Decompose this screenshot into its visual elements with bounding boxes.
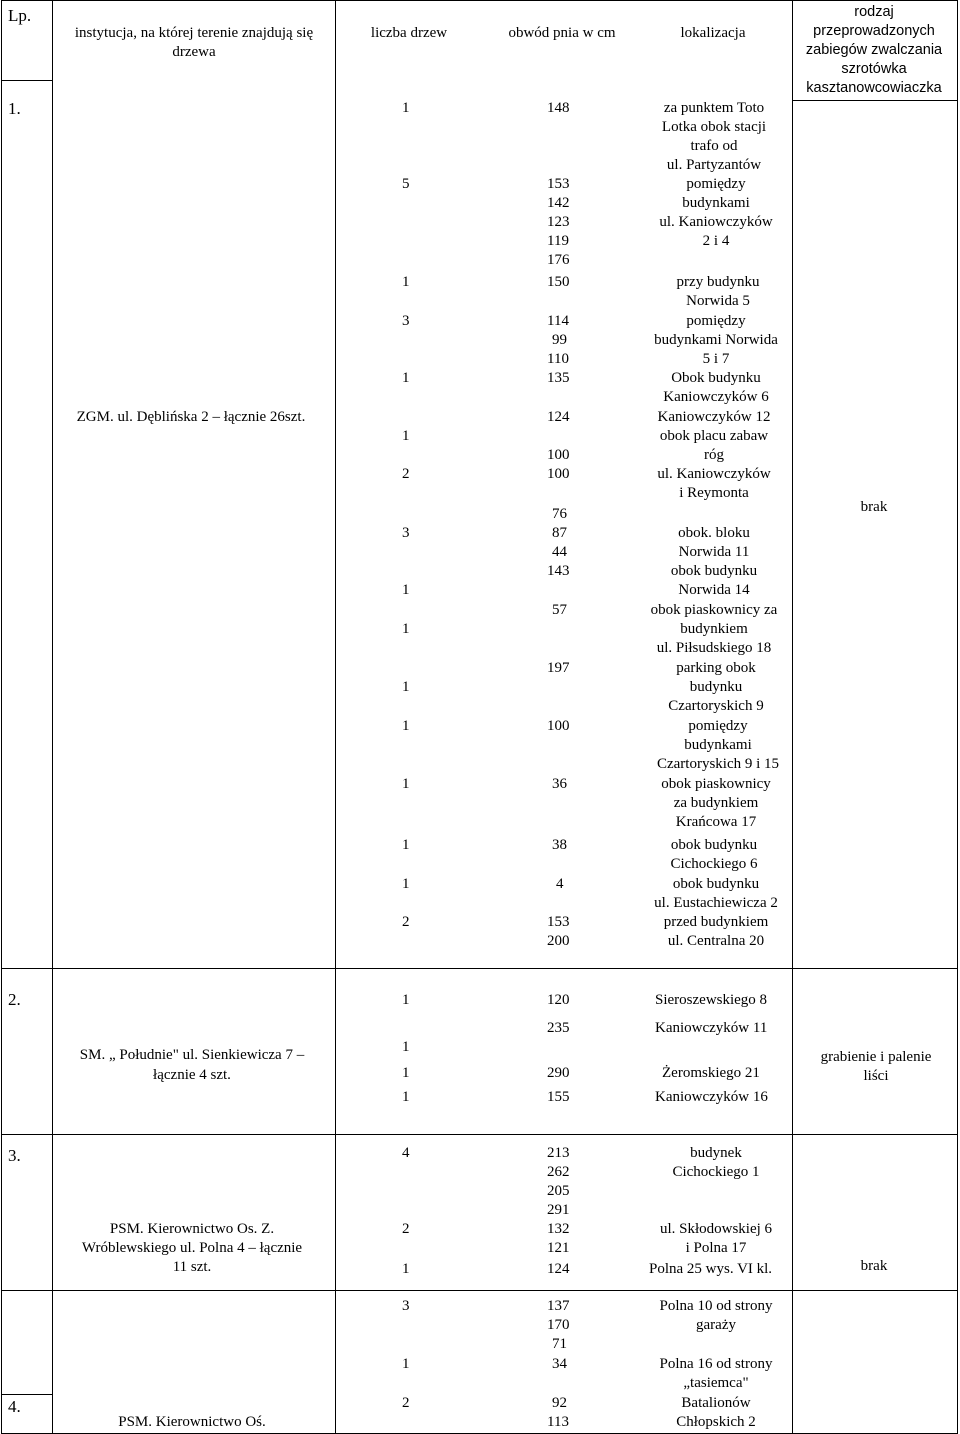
row-girth: 197	[547, 660, 570, 676]
col-divider-lp	[52, 0, 53, 1434]
row-location: przy budynku	[676, 274, 760, 290]
row-girth: 120	[547, 992, 570, 1008]
col-divider-location	[792, 0, 793, 1434]
row-location: obok piaskownicy	[661, 776, 771, 792]
row-girth: 36	[552, 776, 567, 792]
row-location: budynek	[690, 1145, 742, 1161]
row-location: Czartoryskich 9	[668, 698, 764, 714]
section-institution: ZGM. ul. Dęblińska 2 – łącznie 26szt.	[76, 409, 306, 425]
section-treatment: brak	[860, 1258, 888, 1274]
row-location: Krańcowa 17	[675, 814, 757, 830]
row-location: ul. Skłodowskiej 6	[659, 1221, 773, 1237]
row-count: 1	[402, 718, 410, 734]
row-girth: 124	[547, 409, 570, 425]
row-girth: 213	[547, 1145, 570, 1161]
row-count: 1	[402, 837, 410, 853]
header-treatment-line-4: szrotówka	[841, 61, 907, 77]
row-girth: 100	[547, 466, 570, 482]
header-bottom-lp	[1, 80, 53, 81]
row-location: Batalionów	[681, 1395, 751, 1411]
row-girth: 205	[547, 1183, 570, 1199]
row-count: 1	[402, 100, 410, 116]
row-count: 1	[402, 1356, 410, 1372]
row-count: 1	[402, 582, 410, 598]
header-treatment-line-5: kasztanowcowiaczka	[806, 80, 942, 96]
row-count: 1	[402, 1039, 410, 1055]
section-institution: Wróblewskiego ul. Polna 4 – łącznie	[81, 1240, 303, 1256]
section-institution: PSM. Kierownictwo Os. Z.	[109, 1221, 275, 1237]
section-lp: 4.	[8, 1397, 21, 1416]
row-girth: 87	[552, 525, 567, 541]
row-girth: 76	[552, 506, 567, 522]
row-location: obok budynku	[670, 563, 758, 579]
row-girth: 262	[547, 1164, 570, 1180]
row-girth: 235	[547, 1020, 570, 1036]
row-location: budynkiem	[680, 621, 748, 637]
row-location: Chłopskich 2	[676, 1414, 756, 1430]
section-lp: 3.	[8, 1146, 21, 1165]
row-location: budynkami	[684, 737, 752, 753]
header-girth: obwód pnia w cm	[508, 25, 616, 41]
row-girth: 143	[547, 563, 570, 579]
row-location: obok budynku	[670, 837, 758, 853]
row-count: 4	[402, 1145, 410, 1161]
row-count: 1	[402, 1065, 410, 1081]
row-count: 1	[402, 370, 410, 386]
header-bottom-treatment	[792, 100, 958, 101]
row-location: pomiędzy	[686, 176, 746, 192]
row-location: Norwida 14	[678, 582, 750, 598]
section-institution: PSM. Kierownictwo Oś.	[118, 1414, 266, 1430]
row-location: pomiędzy	[686, 313, 746, 329]
row-location: za punktem Toto	[663, 100, 765, 116]
row-location: obok. bloku	[678, 525, 750, 541]
section-treatment: grabienie i palenie	[820, 1049, 932, 1065]
section-treatment: brak	[860, 499, 888, 515]
row-count: 1	[402, 992, 410, 1008]
row-count: 1	[402, 776, 410, 792]
row-location: budynku	[689, 679, 743, 695]
section-lp: 1.	[8, 99, 21, 118]
header-institution-line-1: instytucja, na której terenie znajdują się	[74, 25, 314, 41]
row-girth: 176	[547, 252, 570, 268]
row-count: 1	[402, 428, 410, 444]
row-count: 2	[402, 1221, 410, 1237]
row-location: Norwida 11	[678, 544, 750, 560]
header-lp: Lp.	[8, 6, 32, 25]
row-girth: 100	[547, 718, 570, 734]
section-institution: łącznie 4 szt.	[153, 1067, 231, 1083]
row-location: Kaniowczyków 11	[655, 1020, 768, 1036]
row-count: 1	[402, 621, 410, 637]
row-location: ul. Kaniowczyków	[657, 466, 771, 482]
row-location: Kaniowczyków 12	[657, 409, 771, 425]
row-location: budynkami Norwida	[654, 332, 778, 348]
row-girth: 150	[547, 274, 570, 290]
row-location: Obok budynku	[671, 370, 761, 386]
row-location: i Polna 17	[685, 1240, 747, 1256]
row-location: przed budynkiem	[663, 914, 769, 930]
row-count: 2	[402, 1395, 410, 1411]
row-girth: 113	[547, 1414, 569, 1430]
row-location: Polna 10 od strony	[659, 1298, 773, 1314]
row-girth: 148	[547, 100, 570, 116]
row-girth: 124	[547, 1261, 570, 1277]
row-girth: 110	[547, 351, 569, 367]
section-lp: 2.	[8, 990, 21, 1009]
row-girth: 38	[552, 837, 567, 853]
row-count: 5	[402, 176, 410, 192]
row-location: garaży	[696, 1317, 736, 1333]
row-girth: 71	[552, 1336, 567, 1352]
row-girth: 290	[547, 1065, 570, 1081]
row-location: Kaniowczyków 6	[663, 389, 769, 405]
row-location: Sieroszewskiego 8	[655, 992, 768, 1008]
row-location: trafo od	[690, 138, 738, 154]
row-girth: 99	[552, 332, 567, 348]
row-count: 1	[402, 1261, 410, 1277]
row-girth: 153	[547, 176, 570, 192]
row-girth: 137	[547, 1298, 570, 1314]
row-girth: 200	[547, 933, 570, 949]
row-girth: 135	[547, 370, 570, 386]
lp-4-divider	[1, 1394, 53, 1395]
row-count: 1	[402, 876, 410, 892]
row-location: ul. Centralna 20	[667, 933, 765, 949]
row-count: 3	[402, 313, 410, 329]
header-location: lokalizacja	[680, 25, 746, 41]
row-girth: 291	[547, 1202, 570, 1218]
row-location: Cichockiego 1	[672, 1164, 760, 1180]
row-location: Kaniowczyków 16	[655, 1089, 768, 1105]
top-border	[1, 0, 958, 1]
row-location: obok budynku	[672, 876, 760, 892]
row-location: 5 i 7	[702, 351, 730, 367]
row-location: „tasiemca"	[683, 1375, 749, 1391]
row-location: ul. Partyzantów	[666, 157, 762, 173]
row-location: Polna 16 od strony	[659, 1356, 773, 1372]
section-1-bottom	[1, 968, 958, 969]
section-3-bottom	[1, 1290, 958, 1291]
row-girth: 4	[556, 876, 564, 892]
row-girth: 114	[547, 313, 569, 329]
header-institution-line-2: drzewa	[172, 44, 216, 60]
row-girth: 92	[552, 1395, 567, 1411]
row-location: obok piaskownicy za	[650, 602, 778, 618]
section-treatment: liści	[863, 1068, 889, 1084]
header-count: liczba drzew	[370, 25, 448, 41]
row-girth: 142	[547, 195, 570, 211]
row-location: Cichockiego 6	[670, 856, 758, 872]
section-institution: 11 szt.	[172, 1259, 212, 1275]
header-treatment-line-2: przeprowadzonych	[813, 23, 935, 39]
row-count: 1	[402, 679, 410, 695]
row-count: 1	[402, 1089, 410, 1105]
row-location: Lotka obok stacji	[661, 119, 767, 135]
header-treatment-line-1: rodzaj	[854, 4, 894, 20]
row-girth: 34	[552, 1356, 567, 1372]
row-location: róg	[704, 447, 724, 463]
right-border	[957, 0, 958, 1434]
row-location: ul. Kaniowczyków	[659, 214, 773, 230]
left-border	[1, 0, 2, 1434]
row-location: obok placu zabaw	[659, 428, 769, 444]
row-location: za budynkiem	[673, 795, 759, 811]
col-divider-institution	[335, 0, 336, 1434]
row-count: 2	[402, 914, 410, 930]
row-location: ul. Piłsudskiego 18	[656, 640, 772, 656]
row-girth: 119	[547, 233, 569, 249]
row-girth: 170	[547, 1317, 570, 1333]
row-location: i Reymonta	[679, 485, 749, 501]
row-location: Czartoryskich 9 i 15	[656, 756, 780, 772]
row-location: Żeromskiego 21	[662, 1065, 760, 1081]
row-girth: 44	[552, 544, 567, 560]
section-2-bottom	[1, 1134, 958, 1135]
row-girth: 100	[547, 447, 570, 463]
row-girth: 155	[547, 1089, 570, 1105]
row-count: 3	[402, 1298, 410, 1314]
row-girth: 121	[547, 1240, 570, 1256]
row-location: parking obok	[676, 660, 756, 676]
row-location: ul. Eustachiewicza 2	[654, 895, 778, 911]
row-location: budynkami	[682, 195, 750, 211]
row-girth: 57	[552, 602, 567, 618]
header-treatment-line-3: zabiegów zwalczania	[805, 42, 943, 58]
row-count: 1	[402, 274, 410, 290]
row-location: pomiędzy	[688, 718, 748, 734]
row-location: Norwida 5	[686, 293, 750, 309]
row-girth: 153	[547, 914, 570, 930]
row-location: 2 i 4	[702, 233, 730, 249]
row-girth: 132	[547, 1221, 570, 1237]
section-institution: SM. „ Południe" ul. Sienkiewicza 7 –	[79, 1047, 305, 1063]
row-count: 2	[402, 466, 410, 482]
row-count: 3	[402, 525, 410, 541]
row-girth: 123	[547, 214, 570, 230]
row-location: Polna 25 wys. VI kl.	[649, 1261, 773, 1277]
